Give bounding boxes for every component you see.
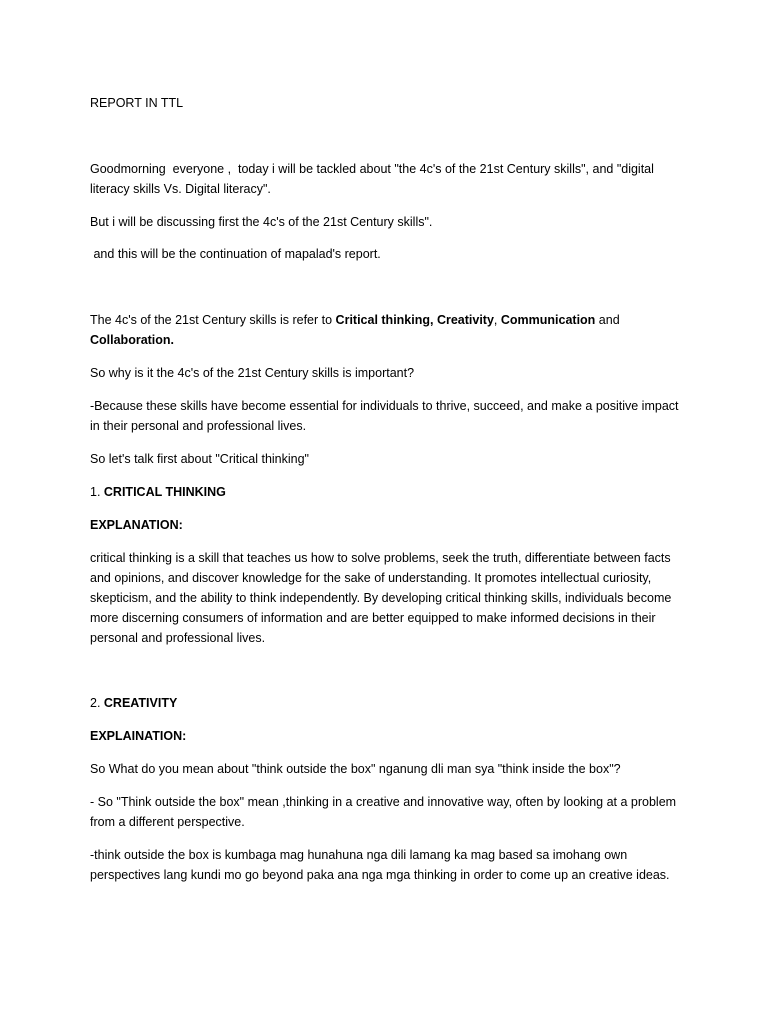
fourcs-definition (90, 310, 690, 350)
lets-talk-line: So let's talk first about "Critical thinking" (90, 452, 309, 466)
fourcs-critical-creativity: Critical thinking, Creativity (335, 313, 494, 327)
section2-explanation-label (90, 726, 690, 746)
importance-answer: -Because these skills have become essential for individuals to thrive, succeed, and make a positive impact in their personal and professional lives. (90, 399, 682, 433)
intro-discussion-line: But i will be discussing first the 4c's of the 21st Century skills". (90, 215, 433, 229)
section2-number: 2. (90, 696, 104, 710)
section1-heading (90, 482, 690, 502)
section1-explanation-label-text: EXPLANATION: (90, 518, 183, 532)
section1-number: 1. (90, 485, 104, 499)
fourcs-comma: , (493, 313, 501, 327)
section2-explanation-label-text: EXPLAINATION: (90, 729, 187, 743)
intro-continuation-line: and this will be the continuation of mapalad's report. (90, 247, 381, 261)
section1-explanation-label (90, 515, 690, 535)
fourcs-and: and (595, 313, 624, 327)
fourcs-communication: Communication (500, 313, 596, 327)
section2-title: CREATIVITY (103, 696, 178, 710)
section2-heading (90, 693, 690, 713)
fourcs-collaboration: Collaboration. (90, 333, 175, 347)
section2-point1: - So "Think outside the box" mean ,thinking in a creative and innovative way, often by looking at a problem from a different perspective. (90, 795, 680, 829)
section1-body: critical thinking is a skill that teaches us how to solve problems, seek the truth, differentiate between facts and opinions, and discover knowledge for the sake of understanding. It promotes intellectual curiosity, skepticism, and the ability to think independently. By developing critical thinking skills, individuals become more discerning consumers of information and are better equipped to make informed decisions in their personal and professional lives. (90, 551, 675, 645)
fourcs-prefix: The 4c's of the 21st Century skills is refer to (90, 313, 336, 327)
report-title: REPORT IN TTL (90, 96, 184, 110)
section2-point2: -think outside the box is kumbaga mag hunahuna nga dili lamang ka mag based sa imohang own perspectives lang kundi mo go beyond paka ana nga mga thinking in order to come up an creative ideas. (90, 848, 670, 882)
intro-paragraph: Goodmorning everyone , today i will be tackled about "the 4c's of the 21st Century skills", and "digital literacy skills Vs. Digital literacy". (90, 162, 658, 196)
section2-question: So What do you mean about "think outside the box" nganung dli man sya "think inside the box"? (90, 762, 621, 776)
section1-title: CRITICAL THINKING (103, 485, 226, 499)
importance-question: So why is it the 4c's of the 21st Century skills is important? (90, 366, 415, 380)
